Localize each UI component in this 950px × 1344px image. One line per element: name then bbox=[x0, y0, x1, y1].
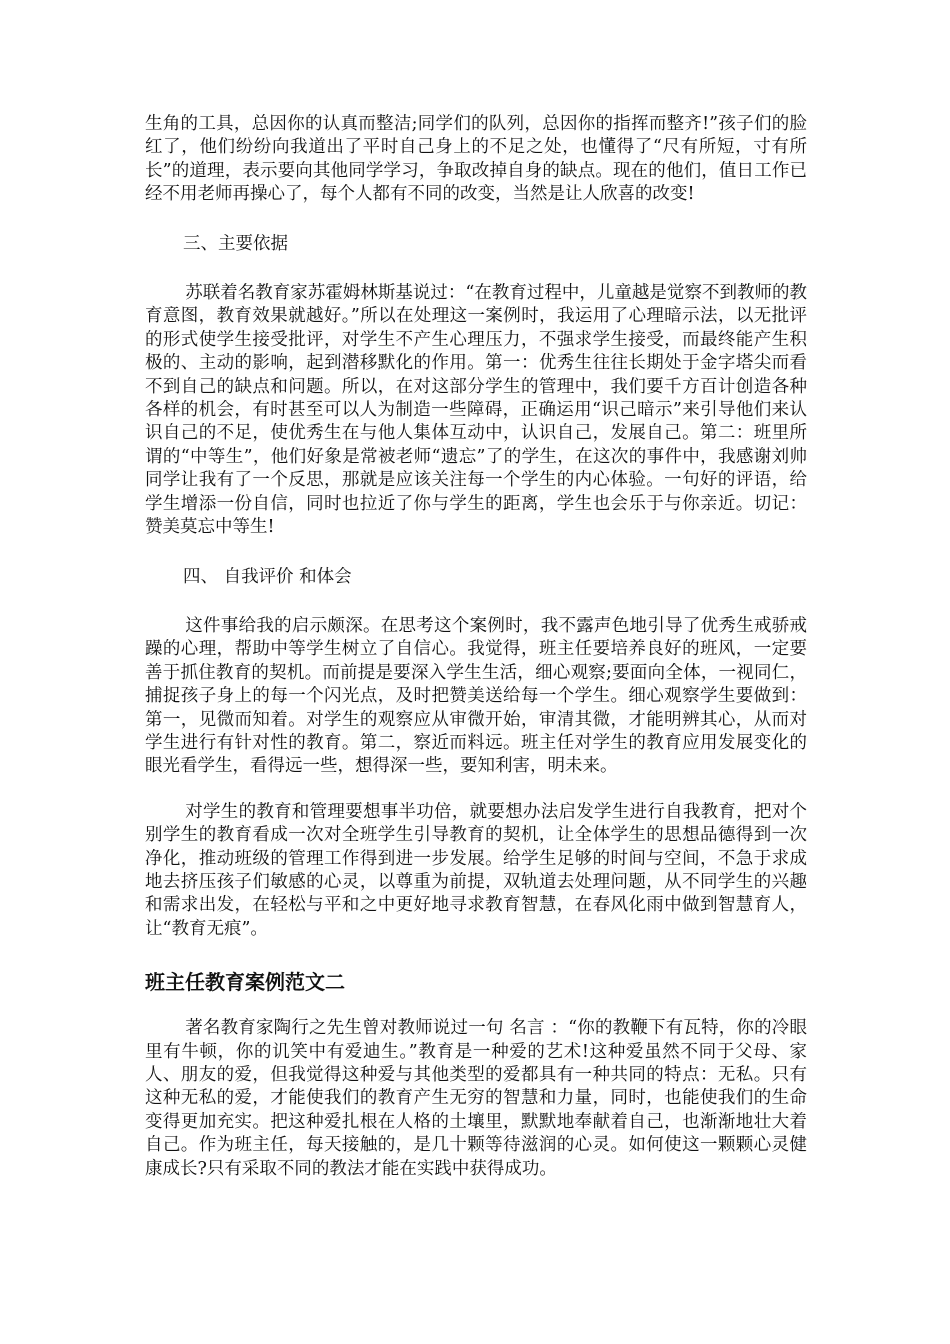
paragraph-education-management: 对学生的教育和管理要想事半功倍，就要想办法启发学生进行自我教育，把对个别学生的教育看成一次对全班学生引导教育的契机，让全体学生的思想品德得到一次净化，推动班级的管理工作得到进一步发展。给学生足够的时间与空间，不急于求成地去挤压孩子们敏感的心灵，以尊重为前提，双轨道去处理问题，从不同学生的兴趣和需求出发，在轻松与平和之中更好地寻求教育智慧，在春风化雨中做到智慧育人，让“教育无痕”。 bbox=[145, 801, 807, 939]
section-title-case-two: 班主任教育案例范文二 bbox=[145, 970, 345, 995]
paragraph-self-evaluation: 这件事给我的启示颇深。在思考这个案例时，我不露声色地引导了优秀生戒骄戒躁的心理，帮助中等学生树立了自信心。我觉得，班主任要培养良好的班风，一定要善于抓住教育的契机。而前提是要深入学生生活，细心观察;要面向全体，一视同仁，捕捉孩子身上的每一个闪光点，及时把赞美送给每一个学生。细心观察学生要做到：第一，见微而知着。对学生的观察应从审微开始，审清其微，才能明辨其心，从而对学生进行有针对性的教育。第二，察近而料远。班主任对学生的教育应用发展变化的眼光看学生，看得远一些，想得深一些，要知利害，明未来。 bbox=[145, 615, 807, 777]
section-heading-self-evaluation: 四、 自我评价 和体会 bbox=[183, 566, 352, 587]
paragraph-continuation: 生角的工具，总因你的认真而整洁;同学们的队列，总因你的指挥而整齐!”孩子们的脸红了，他们纷纷向我道出了平时自己身上的不足之处，也懂得了“尺有所短，寸有所长”的道理，表示要向其他同学学习，争取改掉自身的缺点。现在的他们，值日工作已经不用老师再操心了，每个人都有不同的改变，当然是让人欣喜的改变! bbox=[145, 114, 807, 205]
section-heading-main-basis: 三、主要依据 bbox=[183, 233, 288, 254]
paragraph-main-basis: 苏联着名教育家苏霍姆林斯基说过：“在教育过程中，儿童越是觉察不到教师的教育意图，教育效果就越好。”所以在处理这一案例时，我运用了心理暗示法，以无批评的形式使学生接受批评，对学生不产生心理压力，不强求学生接受，而最终能产生积极的、主动的影响，起到潜移默化的作用。第一：优秀生往往长期处于金字塔尖而看不到自己的缺点和问题。所以，在对这部分学生的管理中，我们要千方百计创造各种各样的机会，有时甚至可以人为制造一些障碍，正确运用“识己暗示”来引导他们来认识自己的不足，使优秀生在与他人集体互动中，认识自己，发展自己。第二：班里所谓的“中等生”，他们好象是常被老师“遗忘”了的学生，在这次的事件中，我感谢刘帅同学让我有了一个反思，那就是应该关注每一个学生的内心体验。一句好的评语，给学生增添一份自信，同时也拉近了你与学生的距离，学生也会乐于与你亲近。切记：赞美莫忘中等生! bbox=[145, 283, 807, 538]
paragraph-case-two-intro: 著名教育家陶行之先生曾对教师说过一句 名言 ：“你的教鞭下有瓦特，你的冷眼里有牛顿，你的讥笑中有爱迪生。”教育是一种爱的艺术!这种爱虽然不同于父母、家人、朋友的爱，但我觉得这种爱与其他类型的爱都具有一种共同的特点：无私。只有这种无私的爱，才能使我们的教育产生无穷的智慧和力量，同时，也能使我们的生命变得更加充实。把这种爱扎根在人格的土壤里，默默地奉献着自己，也渐渐地壮大着自己。作为班主任，每天接触的，是几十颗等待滋润的心灵。如何使这一颗颗心灵健康成长?只有采取不同的教法才能在实践中获得成功。 bbox=[145, 1018, 807, 1179]
document-page bbox=[145, 113, 807, 1181]
